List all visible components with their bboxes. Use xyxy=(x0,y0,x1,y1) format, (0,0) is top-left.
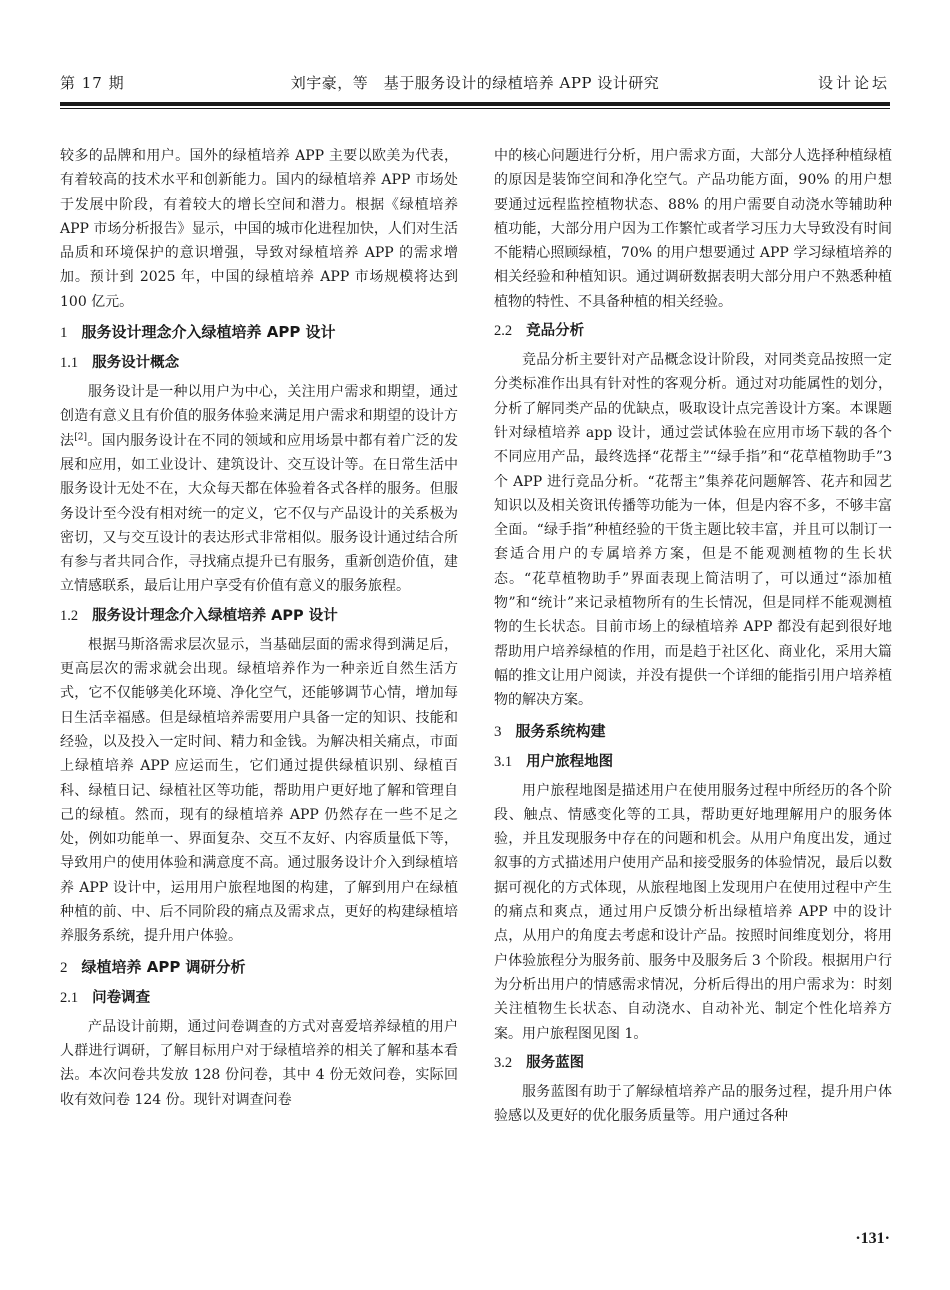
section-title: 服务设计概念 xyxy=(92,355,180,372)
section-number: 2 xyxy=(60,959,68,976)
section-heading-3 xyxy=(494,719,892,744)
paragraph-service-design-concept xyxy=(60,380,458,599)
section-title: 服务设计理念介入绿植培养 APP 设计 xyxy=(81,323,336,342)
section-heading-2-2 xyxy=(494,319,892,343)
paragraph-questionnaire-continued: 中的核心问题进行分析，用户需求方面，大部分人选择种植绿植的原因是装饰空间和净化空气。产品功能方面，90% 的用户想要通过远程监控植物状态、88% 的用户需要自动浇水等辅助种植功能，大部分用户因为工作繁忙或者学习压力大导致没有时间不能精心照顾绿植，70% 的用户想要通过 APP 学习绿植培养的相关经验和种植知识。通过调研数据表明大部分用户不熟悉种植植物的特性、不具备种植的相关经验。 xyxy=(494,148,892,310)
paragraph-user-journey-map: 用户旅程地图是描述用户在使用服务过程中所经历的各个阶段、触点、情感变化等的工具，帮助更好地理解用户的服务体验，并且发现服务中存在的问题和机会。从用户角度出发，通过叙事的方式描述用户使用产品和接受服务的体验情况，最后以数据可视化的方式体现，从旅程地图上发现用户在使用过程中产生的痛点和爽点，通过用户反馈分析出绿植培养 APP 中的设计点，从用户的角度去考虑和设计产品。按照时间维度划分，将用户体验旅程分为服务前、服务中及服务后 3 个阶段。根据用户行为分析出用户的情感需求情况，分析后得出的用户需求为：时刻关注植物生长状态、自动浇水、自动补光、制定个性化培养方案。用户旅程图见图 1。 xyxy=(494,782,892,1042)
paragraph-service-design-intervention: 根据马斯洛需求层次显示，当基础层面的需求得到满足后，更高层次的需求就会出现。绿植培养作为一种亲近自然生活方式，它不仅能够美化环境、净化空气，还能够调节心情，增加每日生活幸福感。但是绿植培养需要用户具备一定的知识、技能和经验，以及投入一定时间、精力和金钱。为解决相关痛点，市面上绿植培养 APP 应运而生，它们通过提供绿植识别、绿植百科、绿植日记、绿植社区等功能，帮助用户更好地了解和管理自己的绿植。然而，现有的绿植培养 APP 仍然存在一些不足之处，例如功能单一、界面复杂、交互不友好、内容质量低下等，导致用户的使用体验和满意度不高。通过服务设计介入到绿植培养 APP 设计中，运用用户旅程地图的构建，了解到用户在绿植种植的前、中、后不同阶段的痛点及需求点，更好的构建绿植培养服务系统，提升用户体验。 xyxy=(60,636,458,945)
paragraph-intro-continued: 较多的品牌和用户。国外的绿植培养 APP 主要以欧美为代表，有着较高的技术水平和创新能力。国内的绿植培养 APP 市场处于发展中阶段，有着较大的增长空间和潜力。根据《绿植培养 APP 市场分析报告》显示，中国的城市化进程加快，人们对生活品质和环境保护的意识增强，导致对绿植培养 APP 的需求增加。预计到 2025 年，中国的绿植培养 APP 市场规模将达到 100 亿元。 xyxy=(60,148,458,310)
section-number: 2.2 xyxy=(494,323,513,340)
section-heading-2 xyxy=(60,955,458,980)
section-heading-3-1 xyxy=(494,750,892,774)
section-title: 服务蓝图 xyxy=(526,1054,585,1071)
text-run: 服务设计是一种以用户为中心，关注用户需求和期望，通过创造有意义且有价值的服务体验来满足用户需求和期望的设计方法 xyxy=(60,384,458,449)
issue-number: 第 17 期 xyxy=(60,74,125,92)
paragraph-questionnaire: 产品设计前期，通过问卷调查的方式对喜爱培养绿植的用户人群进行调研，了解目标用户对于绿植培养的相关了解和基本看法。本次问卷共发放 128 份问卷，其中 4 份无效问卷，实际回收有效问卷 124 份。现针对调查问卷 xyxy=(60,1018,458,1108)
section-number: 3.1 xyxy=(494,753,513,770)
section-number: 1 xyxy=(60,325,68,342)
running-header xyxy=(60,72,890,96)
text-run: 。国内服务设计在不同的领域和应用场景中都有着广泛的发展和应用，如工业设计、建筑设计、交互设计等。在日常生活中服务设计无处不在，大众每天都在体验着各式各样的服务。但服务设计至今没有相对统一的定义，它不仅与产品设计的关系极为密切，又与交互设计的表达形式非常相似。服务设计通过结合所有参与者共同合作，寻找痛点提升已有服务，重新创造价值，建立情感联系，最后让用户享受有价值有意义的服务旅程。 xyxy=(60,432,459,595)
section-number: 1.1 xyxy=(60,355,79,372)
header-rule-thick xyxy=(60,102,890,106)
section-title: 用户旅程地图 xyxy=(526,753,614,770)
section-number: 3.2 xyxy=(494,1054,513,1071)
page-number: ·131· xyxy=(855,1230,890,1247)
section-number: 2.1 xyxy=(60,989,79,1006)
section-title: 竞品分析 xyxy=(526,323,585,340)
section-heading-2-1 xyxy=(60,986,458,1010)
column-name: 设计论坛 xyxy=(817,74,890,92)
paragraph-competitive-analysis: 竞品分析主要针对产品概念设计阶段，对同类竞品按照一定分类标准作出具有针对性的客观分析。通过对功能属性的划分，分析了解同类产品的优缺点，吸取设计点完善设计方案。本课题针对绿植培养 app 设计，通过尝试体验在应用市场下载的各个不同应用产品，最终选择“花帮主”“绿手指”和“花草植物助手”3 个 APP 进行竞品分析。“花帮主”集养花问题解答、花卉和园艺知识以及相关资讯传播等功能为一体，但是内容不多，不够丰富全面。“绿手指”种植经验的干货主题比较丰富，并且可以制订一套适合用户的专属培养方案，但是不能观测植物的生长状态。“花草植物助手”界面表现上简洁明了，可以通过“添加植物”和“统计”来记录植物所有的生长情况，但是同样不能观测植物的生长状态。目前市场上的绿植培养 APP 都没有起到很好地帮助用户培养绿植的作用，而是趋于社区化、商业化，采用大篇幅的推文让用户阅读，并没有提供一个详细的能指引用户培养植物的解决方案。 xyxy=(494,352,892,709)
section-number: 1.2 xyxy=(60,607,79,624)
section-title: 服务系统构建 xyxy=(515,721,606,740)
left-column xyxy=(60,144,458,1112)
section-number: 3 xyxy=(494,723,502,740)
paragraph-service-blueprint: 服务蓝图有助于了解绿植培养产品的服务过程，提升用户体验感以及更好的优化服务质量等。用户通过各种 xyxy=(494,1083,892,1125)
section-title: 绿植培养 APP 调研分析 xyxy=(81,957,246,976)
section-heading-1 xyxy=(60,320,458,345)
section-heading-1-2 xyxy=(60,604,458,628)
section-title: 问卷调查 xyxy=(92,989,151,1006)
running-title: 刘宇豪，等 基于服务设计的绿植培养 APP 设计研究 xyxy=(290,74,660,92)
section-heading-3-2 xyxy=(494,1051,892,1075)
section-heading-1-1 xyxy=(60,351,458,375)
right-column xyxy=(494,144,892,1128)
section-title: 服务设计理念介入绿植培养 APP 设计 xyxy=(92,607,338,624)
citation-ref: [2] xyxy=(74,432,88,443)
header-rule-thin xyxy=(60,108,890,109)
